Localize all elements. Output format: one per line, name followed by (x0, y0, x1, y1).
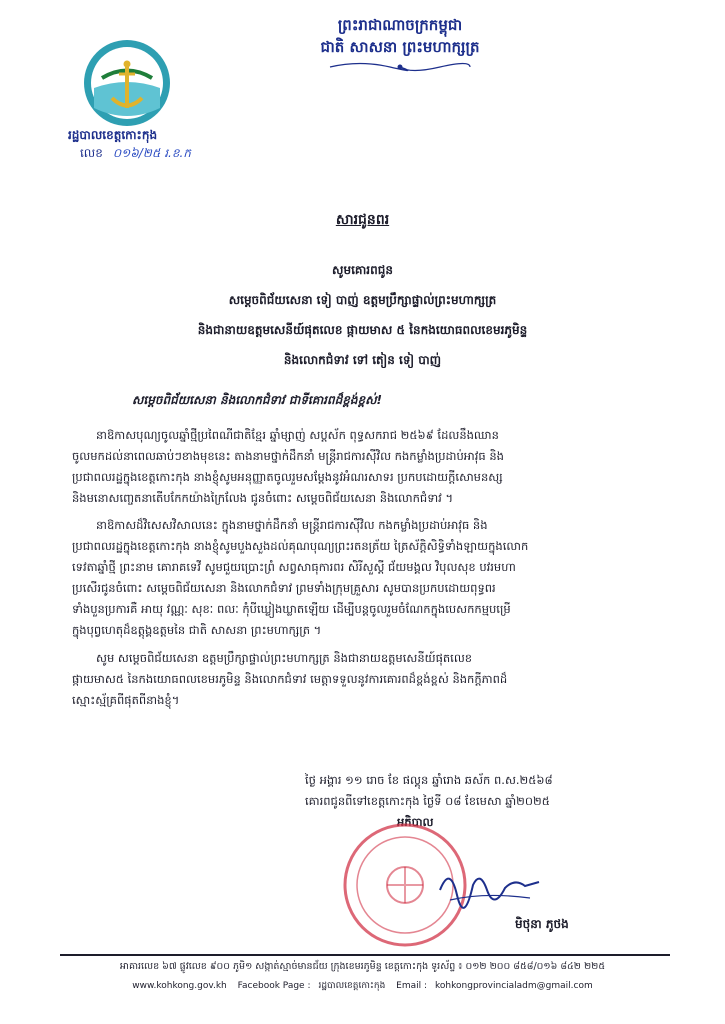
greeting-line-2: សម្តេចពិជ័យសេនា ទៀ បាញ់ ឧត្តមប្រឹក្សាផ្ទាល់ព្រះមហាក្សត្រ (228, 293, 497, 307)
provincial-seal-logo (82, 38, 172, 128)
footer-divider (60, 954, 670, 956)
paragraph-line: ស្មោះស្ម័គ្រពីផុតពីនាងខ្ញុំ។ (72, 693, 180, 707)
paragraph-line: នាឱកាសបុណ្យចូលឆ្នាំថ្មីប្រពៃណីជាតិខ្មែរ ឆ្នាំម្សាញ់ សប្តស័ក ពុទ្ធសករាជ ២៥៦៩ ដែលនឹងឈាន (96, 428, 499, 442)
greeting-line-3: និងជានាយឧត្តមសេនីយ៍ផុតលេខ ផ្កាយមាស ៥ នៃកងយោធពលខេមរភូមិន្ទ (197, 323, 528, 337)
kingdom-header (230, 14, 570, 82)
divider-ornament-icon (320, 58, 480, 76)
paragraph-line: ប្រជាពលរដ្ឋក្នុងខេត្តកោះកុង នាងខ្ញុំសូមបួងសួងដល់គុណបុណ្យព្រះរតនត្រ័យ ត្រៃស័ក្តិសិទ្ធិទាំងឡាយក្នុងលោក (72, 539, 529, 553)
paragraph-line: ទាំងបួនប្រការគឺ អាយុ វណ្ណៈ សុខៈ ពលៈ កុំបីឃ្លៀងឃ្លាតឡើយ ដើម្បីបន្តចូលរួមចំណែកក្នុងបេសកកម្មបម្រើ (72, 602, 511, 616)
facebook-label: Facebook Page : (237, 981, 311, 991)
reference-label: លេខ (80, 146, 103, 160)
body-paragraph-2 (72, 515, 657, 641)
paragraph-line: នាឱកាសដ៏វិសេសវិសាលនេះ ក្នុងនាមថ្នាក់ដឹកនាំ មន្ត្រីរាជការស៊ីវិល កងកម្លាំងប្រដាប់អាវុធ និង (96, 518, 488, 532)
email-label: Email : (396, 981, 428, 991)
place-and-date: គោរពជូនពីទៅខេត្តកោះកុង ថ្ងៃទី ០៨ ខែមេសា ឆ្នាំ២០២៥ (305, 794, 550, 808)
reference-line (80, 145, 191, 163)
paragraph-line: ប្រសើរជូនចំពោះ សម្តេចពិជ័យសេនា និងលោកជំទាវ ព្រមទាំងក្រុមគ្រួសារ សូមបានប្រកបដោយពុទ្ធពរ (72, 581, 496, 595)
signature-icon (435, 860, 545, 910)
footer-email[interactable]: kohkongprovincialadm@gmail.com (435, 981, 593, 991)
greeting-line-1: សូមគោរពជូន (332, 263, 393, 277)
paragraph-line: ចូលមកដល់នាពេលឆាប់ៗខាងមុខនេះ តាងនាមថ្នាក់ដឹកនាំ មន្ត្រីរាជការស៊ីវិល កងកម្លាំងប្រដាប់អាវុធ និង (72, 449, 504, 463)
reference-number: ០១៦/២៥ រ.ខ.ក (112, 146, 191, 160)
paragraph-line: សូម សម្តេចពិជ័យសេនា ឧត្តមប្រឹក្សាផ្ទាល់ព្រះមហាក្សត្រ និងជានាយឧត្តមសេនីយ៍ផុតលេខ (96, 651, 473, 665)
paragraph-line: ក្នុងបុព្វហេតុដ៏ឧត្តុង្គឧត្តមនៃ ជាតិ សាសនា ព្រះមហាក្សត្រ ។ (72, 623, 322, 637)
signer-name: មិថុនា ភូថង (515, 917, 569, 931)
paragraph-line: ទេវតាឆ្នាំថ្មី ព្រះនាម គោរាគទេវី សូមជួយប្រោះព្រំ សព្វសាធុការពរ សិរីសួស្តី ជ័យមង្គល វិបុលសុខ បវរមហា (72, 560, 516, 574)
document-title: សារជូនពរ (335, 212, 390, 228)
greeting-line-4: និងលោកជំទាវ ទៅ តៀន ទៀ បាញ់ (283, 353, 442, 367)
body-paragraph-3 (72, 648, 657, 711)
paragraph-line: និងមនោសញ្ចេតនាតើបកែកយ៉ាងក្រៃលែង ជូនចំពោះ សម្តេចពិជ័យសេនា និងលោកជំទាវ ។ (72, 491, 454, 505)
signer-role: អភិបាល (397, 815, 434, 829)
lunar-date: ថ្ងៃ អង្គារ ១១ រោច ខែ ផល្គុន ឆ្នាំរោង ឆស័ក ព.ស.២៥៦៨ (305, 773, 553, 787)
agency-name: រដ្ឋបាលខេត្តកោះកុង (68, 128, 158, 142)
salutation: សម្តេចពិជ័យសេនា និងលោកជំទាវ ជាទីគោរពដ៏ខ្ពង់ខ្ពស់! (132, 393, 382, 407)
footer-website[interactable]: www.kohkong.gov.kh (132, 981, 227, 991)
kingdom-title: ព្រះរាជាណាចក្រកម្ពុជា (337, 16, 463, 34)
national-motto: ជាតិ សាសនា ព្រះមហាក្សត្រ (320, 38, 480, 56)
body-paragraph-1 (72, 425, 657, 509)
paragraph-line: ផ្កាយមាស៥ នៃកងយោធពលខេមរភូមិន្ទ និងលោកជំទាវ មេត្តាទទួលនូវការគោរពដ៏ខ្ពង់ខ្ពស់ និងកក្តីភាពដ៏ (72, 672, 508, 686)
facebook-page[interactable]: រដ្ឋបាលខេត្តកោះកុង (318, 981, 386, 991)
footer-address: អាគារលេខ ៦៧ ផ្លូវលេខ ៩០០ ភូមិ១ សង្កាត់ស្មាច់មានជ័យ ក្រុងខេមរភូមិន្ទ ខេត្តកោះកុង ទូរស័ព្ទ ៖ ០១២ ២០០ ៨៥៨/០១៦ ៨៤២ ២២៥ (119, 961, 606, 972)
footer-contacts (0, 980, 725, 993)
paragraph-line: ប្រជាពលរដ្ឋក្នុងខេត្តកោះកុង នាងខ្ញុំសូមអនុញ្ញាតចូលរួមសម្តែងនូវអំណរសាទរ ប្រកបដោយក្តីសោមនស្ស (72, 470, 503, 484)
